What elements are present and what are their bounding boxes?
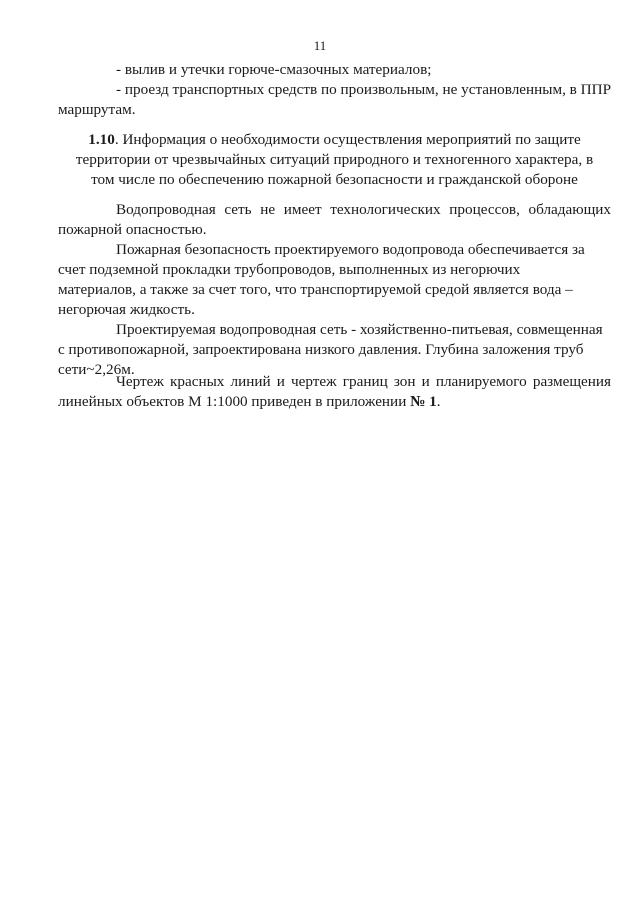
paragraph-line: негорючая жидкость. bbox=[58, 301, 195, 318]
paragraph-line: счет подземной прокладки трубопроводов, выполненных из негорючих bbox=[58, 261, 521, 278]
paragraph-line: Пожарная безопасность проектируемого водопровода обеспечивается за bbox=[116, 241, 585, 258]
paragraph bbox=[58, 240, 611, 320]
section-number: 1.10 bbox=[88, 131, 115, 148]
paragraph-line: с противопожарной, запроектирована низкого давления. Глубина заложения труб bbox=[58, 341, 584, 358]
paragraph-line: сети~2,26м. bbox=[58, 361, 135, 378]
bullet-item-continuation: маршрутам. bbox=[58, 101, 136, 118]
paragraph bbox=[58, 200, 611, 240]
bullet-list bbox=[58, 60, 611, 120]
appendix-note-text: линейных объектов М 1:1000 приведен в приложении bbox=[58, 393, 411, 410]
paragraph-line: Водопроводная сеть не имеет технологических процессов, обладающих bbox=[116, 201, 611, 218]
bullet-item: - проезд транспортных средств по произвольным, не установленным, в ППР bbox=[116, 81, 612, 98]
appendix-note-end: . bbox=[436, 393, 441, 410]
paragraph-line: Чертеж красных линий и чертеж границ зон и планируемого размещения bbox=[116, 373, 611, 390]
section-heading bbox=[58, 130, 611, 190]
body-text bbox=[58, 200, 611, 380]
paragraph-line: пожарной опасностью. bbox=[58, 221, 207, 238]
appendix-note bbox=[58, 372, 611, 412]
section-heading-line: том числе по обеспечению пожарной безопасности и гражданской обороне bbox=[91, 171, 578, 188]
page-number: 11 bbox=[313, 38, 327, 53]
section-title-part: . Информация о необходимости осуществления мероприятий по защите bbox=[114, 131, 581, 148]
paragraph bbox=[58, 320, 611, 380]
bullet-item: - вылив и утечки горюче-смазочных материалов; bbox=[116, 61, 432, 78]
section-heading-line: территории от чрезвычайных ситуаций природного и техногенного характера, в bbox=[75, 151, 594, 168]
appendix-reference: № 1 bbox=[410, 393, 437, 410]
section-heading-line bbox=[58, 130, 611, 150]
paragraph-line: Проектируемая водопроводная сеть - хозяйственно-питьевая, совмещенная bbox=[116, 321, 603, 338]
paragraph-line bbox=[58, 392, 611, 412]
paragraph-line: материалов, а также за счет того, что транспортируемой средой является вода – bbox=[58, 281, 573, 298]
